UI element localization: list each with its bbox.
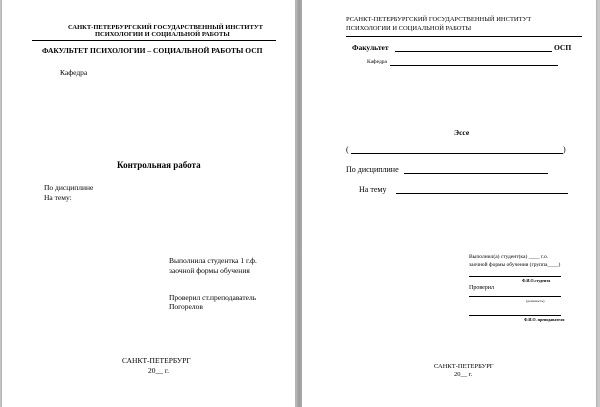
city-label: САНКТ-ПЕТЕРБУРГ (122, 356, 191, 365)
faculty-suffix: ОСП (554, 43, 572, 52)
checked-by-line1: Проверил ст.преподаватель (169, 293, 257, 302)
department-label: Кафедра (60, 68, 88, 77)
faculty-label: Факультет (352, 43, 389, 52)
document-title: Контрольная работа (117, 160, 201, 170)
faculty-underline (395, 51, 552, 52)
position-caption: (должность) (526, 299, 545, 303)
institute-name-line2: ПСИХОЛОГИИ И СОЦИАЛЬНОЙ РАБОТЫ (95, 31, 230, 38)
performed-by-line1: Выполнил(а) студент(ка) ____ г.о. (469, 254, 549, 260)
teacher-name-caption: Ф.И.О. преподавателя (524, 317, 565, 322)
student-name-caption: Ф.И.О.студента (522, 278, 551, 283)
institute-name-line1: САНКТ-ПЕТЕРБУРГСКИЙ ГОСУДАРСТВЕННЫЙ ИНСТИТУТ (68, 24, 263, 31)
paren-open: ( (346, 145, 349, 154)
left-document-page (2, 0, 295, 407)
year-label: 20__ г. (148, 366, 169, 375)
teacher-signature-line (469, 315, 561, 316)
performed-by-line2: заочной формы обучения (169, 266, 250, 275)
performed-by-line2: заочной формы обучения (группа____) (469, 262, 561, 268)
header-rule (32, 40, 276, 41)
department-label: Кафедра (367, 59, 387, 65)
discipline-label: По дисциплине (44, 183, 94, 192)
performed-signature-line (469, 276, 561, 277)
paren-close: ) (563, 145, 566, 154)
institute-name-line2: ПСИХОЛОГИИ И СОЦИАЛЬНОЙ РАБОТЫ (346, 25, 472, 32)
topic-underline (396, 193, 568, 194)
checked-by-label: Проверил (469, 285, 494, 291)
document-title: Эссе (454, 128, 470, 137)
discipline-underline (404, 173, 548, 174)
faculty-name: ФАКУЛЬТЕТ ПСИХОЛОГИИ – СОЦИАЛЬНОЙ РАБОТЫ ОСП (42, 46, 263, 55)
checked-by-line2: Погорелов (169, 302, 203, 311)
department-underline (390, 65, 558, 66)
discipline-label: По дисциплине (346, 165, 399, 174)
institute-name-line1: РСАНКТ-ПЕТЕРБУРГСКИЙ ГОСУДАРСТВЕННЫЙ ИНСТИТУТ (346, 16, 532, 23)
header-rule (346, 36, 582, 37)
city-label: САНКТ-ПЕТЕРБУРГ (434, 363, 494, 370)
performed-by-line1: Выполнила студентка 1 г.ф. (169, 256, 257, 265)
subtitle-underline (351, 153, 563, 154)
year-label: 20__ г. (454, 371, 473, 378)
right-document-page (302, 0, 596, 407)
topic-label: На тему: (44, 193, 72, 202)
position-line (469, 296, 561, 297)
topic-label: На тему (359, 185, 387, 194)
